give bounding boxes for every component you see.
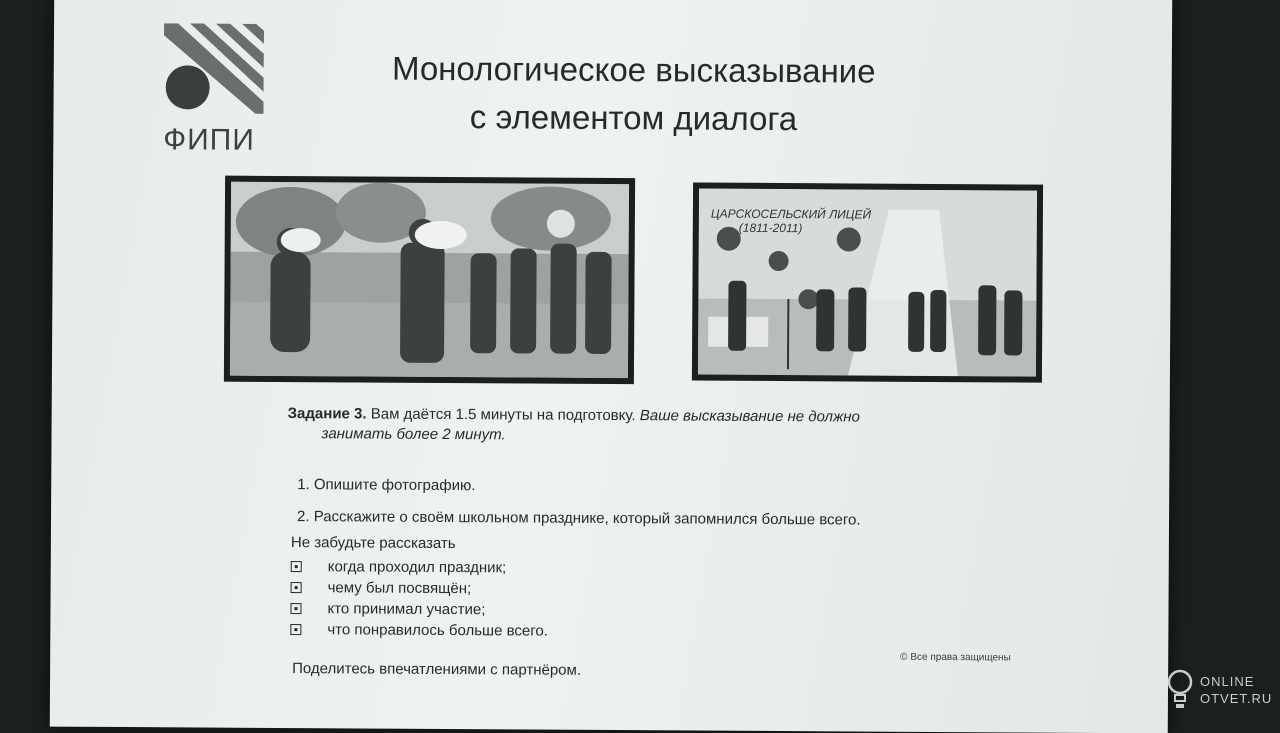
task-instructions — [287, 404, 987, 448]
lyceum-banner-line-1: ЦАРСКОСЕЛЬСКИЙ ЛИЦЕЙ — [711, 207, 871, 222]
task-item-1: 1. Опишите фотографию. — [297, 476, 475, 494]
copyright-text: © Все права защищены — [900, 652, 1011, 664]
task-item-2: 2. Расскажите о своём школьном празднике, который запомнился больше всего. — [297, 508, 861, 528]
list-item — [291, 577, 549, 600]
bullet-text: кто принимал участие; — [327, 600, 485, 618]
title-line-1: Монологическое высказывание — [324, 44, 944, 96]
bullet-box-icon — [291, 582, 302, 593]
list-item — [290, 598, 548, 621]
bullet-text: чему был посвящён; — [328, 579, 472, 597]
task-italic-1: Ваше высказывание не должно — [640, 407, 860, 425]
title-line-2: с элементом диалога — [323, 92, 943, 144]
watermark-line-1: ONLINE — [1200, 673, 1272, 690]
task-italic-2: занимать более 2 минут. — [287, 424, 987, 448]
task-text: Вам даётся 1.5 минуты на подготовку. — [371, 406, 636, 425]
lyceum-banner-line-2: (1811-2011) — [711, 221, 871, 236]
list-item — [291, 556, 549, 579]
fipi-logo-icon — [164, 23, 265, 114]
lightbulb-icon — [1166, 668, 1194, 712]
exam-paper — [50, 0, 1172, 733]
bullet-text: когда проходил праздник; — [328, 558, 507, 576]
lyceum-banner — [711, 207, 871, 236]
bullet-text: что понравилось больше всего. — [327, 621, 548, 639]
watermark-line-2: OTVET.RU — [1200, 690, 1272, 707]
bullet-box-icon — [291, 561, 302, 572]
page-title — [323, 44, 944, 144]
bullet-box-icon — [290, 603, 301, 614]
bullet-list — [290, 556, 548, 642]
watermark — [1166, 668, 1272, 712]
fipi-logo-text: ФИПИ — [163, 123, 255, 158]
photo-school-celebration — [224, 176, 635, 385]
list-item — [290, 619, 548, 642]
task-label: Задание 3. — [288, 405, 367, 422]
photo-lyceum-stage — [692, 182, 1043, 382]
reminder-text: Не забудьте рассказать — [291, 534, 456, 552]
bullet-box-icon — [290, 624, 301, 635]
share-text: Поделитесь впечатлениями с партнёром. — [292, 660, 581, 679]
